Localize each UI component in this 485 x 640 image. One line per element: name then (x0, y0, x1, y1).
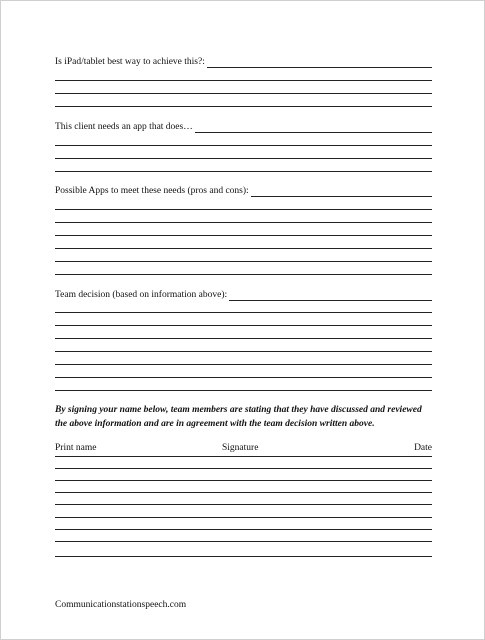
signature-column-header: Signature (222, 443, 259, 453)
signature-line[interactable] (55, 492, 432, 493)
agreement-statement: By signing your name below, team members are stating that they have discussed and reviewed the above information and are in agreement with the team decision written above. (55, 405, 422, 429)
team-decision-answer-line[interactable] (55, 325, 432, 326)
team-decision-answer-line[interactable] (55, 312, 432, 313)
team-decision-question-row (55, 290, 432, 301)
signature-line[interactable] (55, 468, 432, 469)
possible-apps-answer-line[interactable] (55, 261, 432, 262)
team-decision-answer-line[interactable] (229, 291, 432, 301)
app-needs-answer-line[interactable] (55, 158, 432, 159)
signature-line[interactable] (55, 556, 432, 557)
signature-line[interactable] (55, 504, 432, 505)
ipad-answer-line[interactable] (55, 80, 432, 81)
signature-line[interactable] (55, 517, 432, 518)
footer-website: Communicationstationspeech.com (55, 600, 187, 610)
team-decision-answer-line[interactable] (55, 390, 432, 391)
app-needs-answer-line[interactable] (55, 171, 432, 172)
ipad-answer-line[interactable] (207, 58, 432, 68)
possible-apps-answer-line[interactable] (55, 235, 432, 236)
print-name-column-header: Print name (55, 443, 97, 453)
possible-apps-question-label: Possible Apps to meet these needs (pros and cons): (55, 186, 249, 196)
signature-line[interactable] (55, 480, 432, 481)
signature-line[interactable] (55, 456, 432, 457)
possible-apps-answer-line[interactable] (251, 187, 432, 197)
possible-apps-question-row (55, 186, 432, 197)
ipad-answer-line[interactable] (55, 106, 432, 107)
app-needs-question-row (55, 122, 432, 133)
date-column-header: Date (414, 443, 432, 453)
team-decision-question-label: Team decision (based on information above): (55, 290, 228, 300)
signature-line[interactable] (55, 541, 432, 542)
app-needs-answer-line[interactable] (55, 145, 432, 146)
possible-apps-answer-line[interactable] (55, 274, 432, 275)
ipad-question-label: Is iPad/tablet best way to achieve this?: (55, 57, 205, 67)
possible-apps-answer-line[interactable] (55, 248, 432, 249)
team-decision-answer-line[interactable] (55, 377, 432, 378)
app-needs-question-label: This client needs an app that does… (55, 122, 193, 132)
team-decision-answer-line[interactable] (55, 364, 432, 365)
team-decision-answer-line[interactable] (55, 338, 432, 339)
app-needs-answer-line[interactable] (195, 123, 432, 133)
possible-apps-answer-line[interactable] (55, 222, 432, 223)
team-decision-answer-line[interactable] (55, 351, 432, 352)
ipad-question-row (55, 57, 432, 68)
signature-line[interactable] (55, 529, 432, 530)
ipad-answer-line[interactable] (55, 93, 432, 94)
possible-apps-answer-line[interactable] (55, 209, 432, 210)
